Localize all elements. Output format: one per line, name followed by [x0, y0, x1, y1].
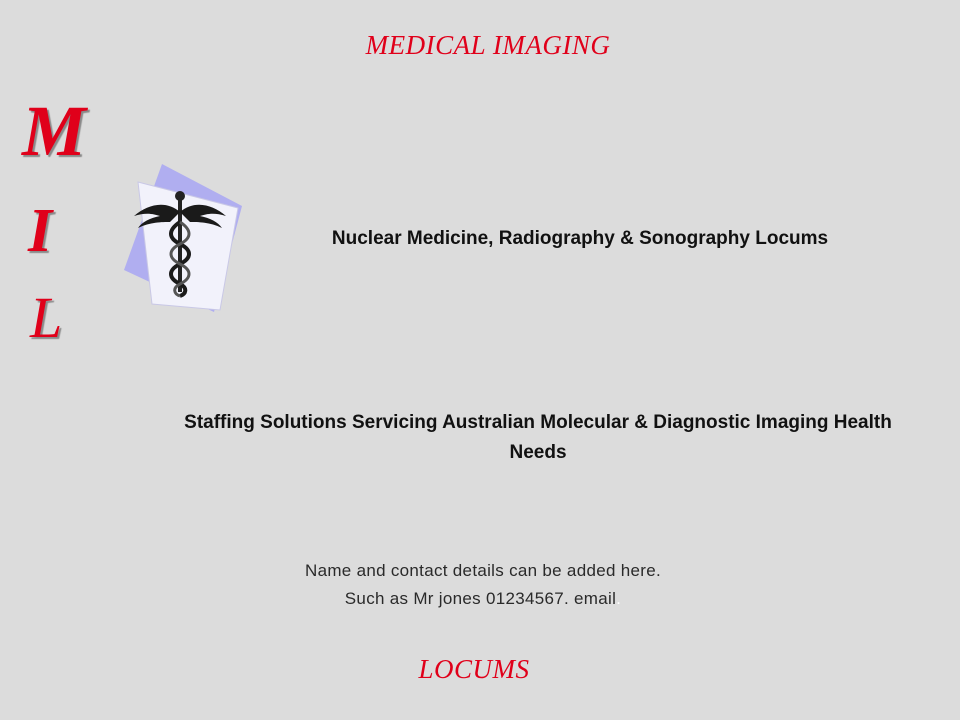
contact-line-2-text: Such as Mr jones 01234567. email [344, 589, 617, 608]
contact-line-1: Name and contact details can be added here. [305, 561, 661, 580]
footer-title: LOCUMS [418, 654, 530, 684]
contact-details [200, 557, 766, 613]
caduceus-icon [118, 160, 248, 315]
logo-letter-i: I [28, 197, 53, 265]
contact-line-2 [200, 585, 766, 613]
page-title: MEDICAL IMAGING [365, 30, 611, 60]
logo-letter-l: L [30, 285, 63, 350]
staffing-line-2: Needs [509, 442, 567, 463]
contact-trailing-dot: . [616, 589, 622, 608]
tagline: Nuclear Medicine, Radiography & Sonography Locums [331, 228, 829, 249]
staffing-line-1: Staffing Solutions Servicing Australian Molecular & Diagnostic Imaging Health [184, 412, 892, 433]
staffing-statement [140, 408, 936, 468]
logo-letter-m: M [22, 91, 87, 171]
